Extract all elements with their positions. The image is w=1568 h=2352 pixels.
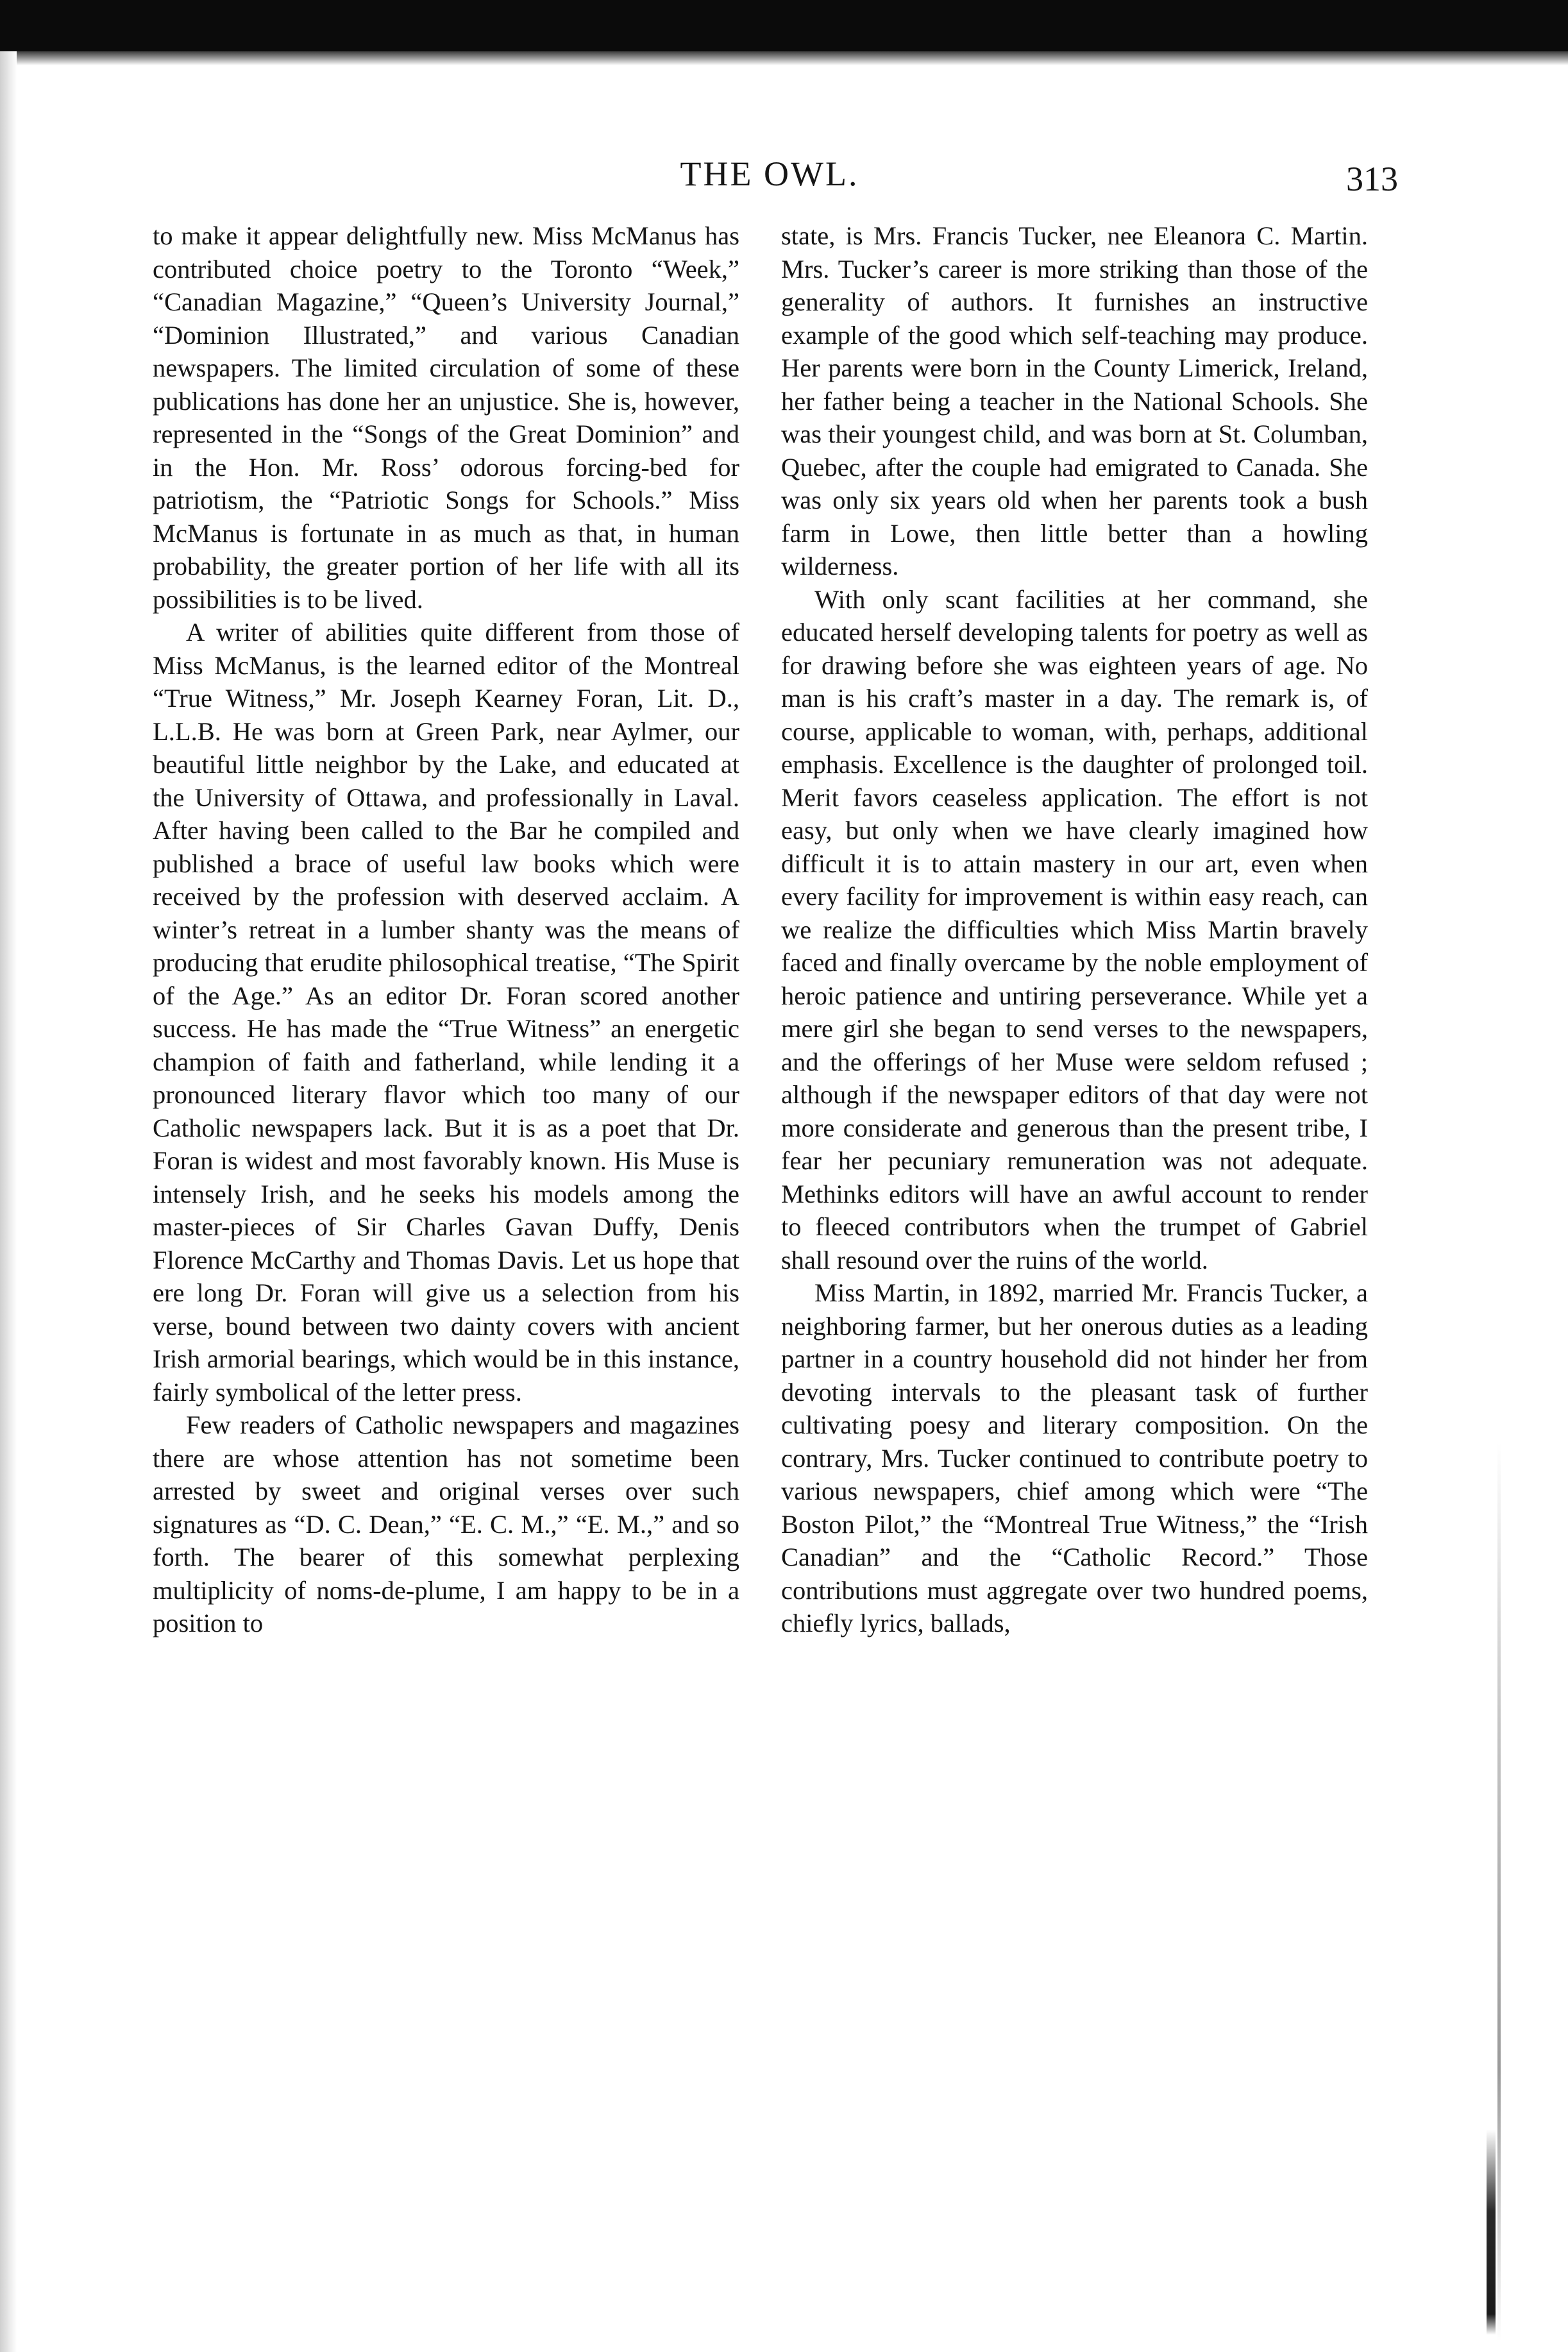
right-column bbox=[781, 219, 1368, 1640]
paragraph: to make it appear delightfully new. Miss McManus has contributed choice poetry to the Toronto “Week,” “Canadian Magazine,” “Queen’s University Journal,” “Dominion Illustrated,” and various Canadian newspapers. The limited circulation of some of these publications has done her an unjustice. She is, however, represented in the “Songs of the Great Dominion” and in the Hon. Mr. Ross’ odorous forcing-bed for patriotism, the “Patriotic Songs for Schools.” Miss McManus is fortunate in as much as that, in human probability, the greater portion of her life with all its possibilities is to be lived. bbox=[153, 221, 739, 614]
paragraph: state, is Mrs. Francis Tucker, nee Eleanora C. Martin. Mrs. Tucker’s career is more striking than those of the generality of authors. It furnishes an instructive example of the good which self-teaching may produce. Her parents were born in the County Limerick, Ireland, her father being a teacher in the National Schools. She was their youngest child, and was born at St. Columban, Quebec, after the couple had emigrated to Canada. She was only six years old when her parents took a bush farm in Lowe, then little better than a howling wilderness. bbox=[781, 221, 1368, 580]
paragraph: Miss Martin, in 1892, married Mr. Francis Tucker, a neighboring farmer, but her onerous duties as a leading partner in a country household did not hinder her from devoting intervals to the pleasant task of further cultivating poesy and literary composition. On the contrary, Mrs. Tucker continued to contribute poetry to various newspapers, chief among which were “The Boston Pilot,” the “Montreal True Witness,” the “Irish Canadian” and the “Catholic Record.” Those contributions must aggregate over two hundred poems, chiefly lyrics, ballads, bbox=[781, 1278, 1368, 1637]
left-column bbox=[153, 219, 739, 1640]
page-number: 313 bbox=[1346, 160, 1398, 198]
page-header bbox=[0, 154, 1568, 212]
scan-top-shadow bbox=[0, 51, 1568, 65]
paragraph: With only scant facilities at her command, she educated herself developing talents for poetry as well as for drawing before she was eighteen years of age. No man is his craft’s master in a day. The remark is, of course, applicable to woman, with, perhaps, additional emphasis. Excellence is the daughter of prolonged toil. Merit favors ceaseless application. The effort is not easy, but only when we have clearly imagined how difficult it is to attain mastery in our art, even when every facility for improvement is within easy reach, can we realize the difficulties which Miss Martin bravely faced and finally overcame by the noble employment of heroic patience and untiring perseverance. While yet a mere girl she began to send verses to the newspapers, and the offerings of her Muse were seldom refused ; although if the newspaper editors of that day were not more considerate and generous than the present tribe, I fear her pecuniary remuneration was not adequate. Methinks editors will have an awful account to render to fleeced contributors when the trumpet of Gabriel shall resound over the ruins of the world. bbox=[781, 584, 1368, 1274]
scan-top-border bbox=[0, 0, 1568, 51]
scan-margin-artifact bbox=[1497, 1443, 1501, 2341]
paragraph: A writer of abilities quite different from those of Miss McManus, is the learned editor of the Montreal “True Witness,” Mr. Joseph Kearney Foran, Lit. D., L.L.B. He was born at Green Park, near Aylmer, our beautiful little neighbor by the Lake, and educated at the University of Ottawa, and professionally in Laval. After having been called to the Bar he compiled and published a brace of useful law books which were received by the profession with deserved acclaim. A winter’s retreat in a lumber shanty was the means of producing that erudite philosophical treatise, “The Spirit of the Age.” As an editor Dr. Foran scored another success. He has made the “True Witness” an energetic champion of faith and fatherland, while lending it a pronounced literary flavor which too many of our Catholic newspapers lack. But it is as a poet that Dr. Foran is widest and most favorably known. His Muse is intensely Irish, and he seeks his models among the master-pieces of Sir Charles Gavan Duffy, Denis Florence McCarthy and Thomas Davis. Let us hope that ere long Dr. Foran will give us a selection from his verse, bound between two dainty covers with ancient Irish armorial bearings, which would be in this instance, fairly symbolical of the letter press. bbox=[153, 618, 739, 1407]
running-title: THE OWL. bbox=[680, 155, 859, 193]
paragraph: Few readers of Catholic newspapers and magazines there are whose attention has not sometime been arrested by sweet and original verses over such signatures as “D. C. Dean,” “E. C. M.,” “E. M.,” and so forth. The bearer of this somewhat perplexing multiplicity of noms-de-plume, I am happy to be in a position to bbox=[153, 1410, 739, 1637]
scan-left-edge bbox=[0, 51, 17, 2352]
scan-margin-artifact bbox=[1487, 2129, 1496, 2335]
